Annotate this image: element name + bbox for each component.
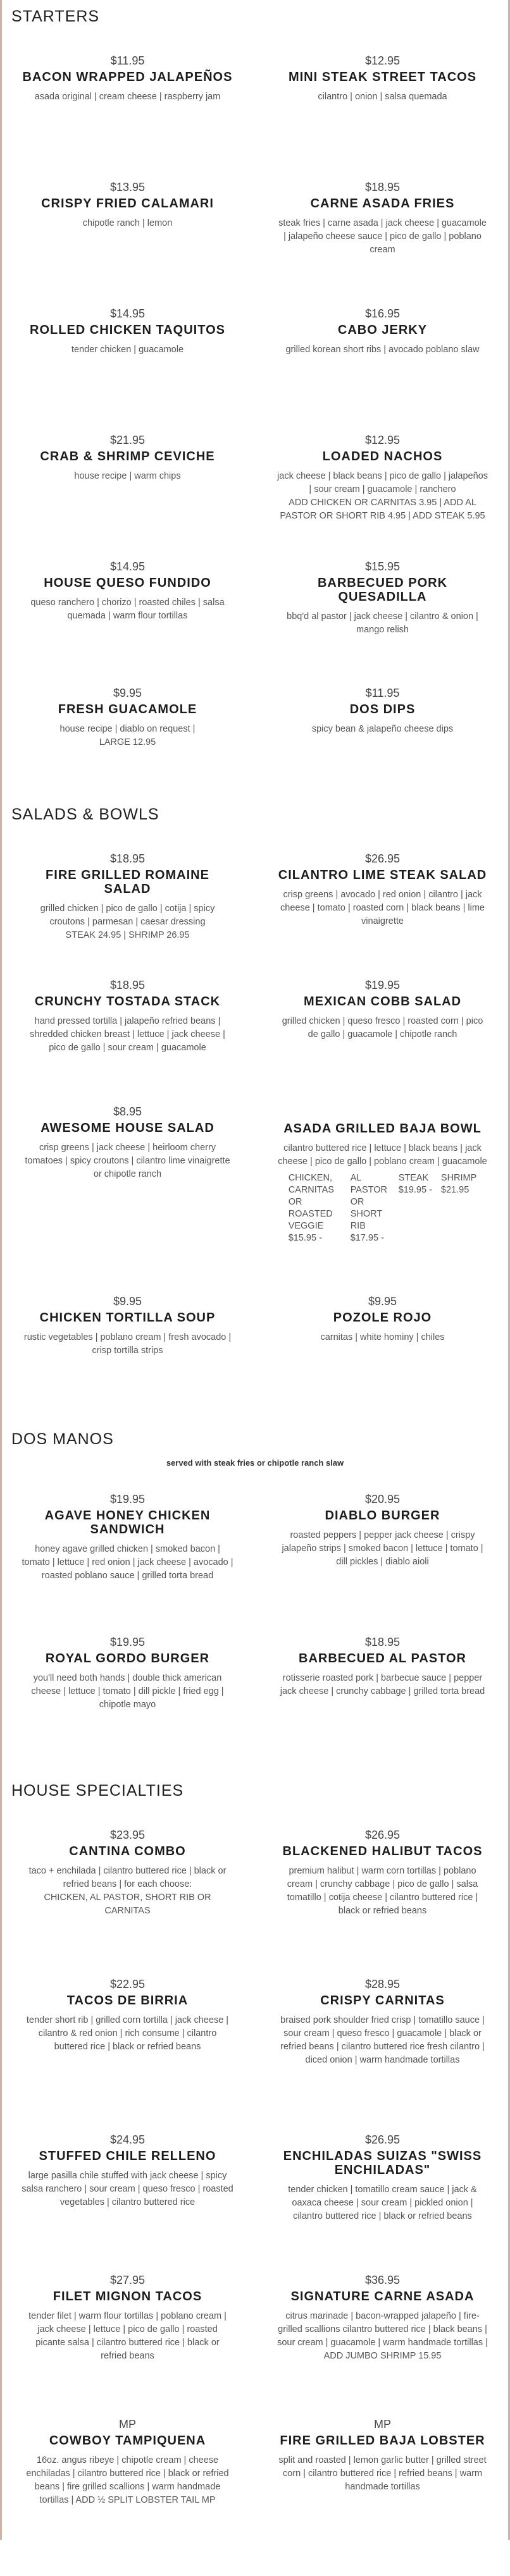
item-name: LOADED NACHOS xyxy=(322,450,443,463)
item-name: ROYAL GORDO BURGER xyxy=(45,1652,210,1665)
item-price: $11.95 xyxy=(110,54,145,67)
item-price: $12.95 xyxy=(364,434,401,446)
item-description: rustic vegetables | poblano cream | fresh avocado | crisp tortilla strips xyxy=(23,1332,232,1356)
item-price: $14.95 xyxy=(109,307,146,320)
bowl-option-label: CHICKEN, CARNITAS OR ROASTED VEGGIE xyxy=(288,1173,334,1231)
item-description: grilled korean short ribs | avocado poblano slaw xyxy=(285,345,480,355)
item-description: 16oz. angus ribeye | chipotle cream | cheese enchiladas | cilantro buttered rice | black or refried beans | fire grilled scallions | warm handmade tortillas | ADD ½ SPLIT LOBSTER TAIL MP xyxy=(26,2455,229,2505)
item-price: $28.95 xyxy=(364,1978,401,1990)
item-name: BLACKENED HALIBUT TACOS xyxy=(282,1844,483,1858)
item-name: CABO JERKY xyxy=(337,323,428,337)
bowl-option-label: AL PASTOR OR SHORT RIB xyxy=(350,1173,387,1231)
item-description: tender chicken | guacamole xyxy=(71,345,184,355)
menu-item xyxy=(0,181,255,307)
item-name: AGAVE HONEY CHICKEN SANDWICH xyxy=(44,1509,211,1536)
item-description: honey agave grilled chicken | smoked bacon | tomato | lettuce | red onion | jack cheese | avocado | roasted poblano sauce | grilled torta bread xyxy=(22,1544,233,1581)
item-name: DIABLO BURGER xyxy=(325,1509,440,1523)
item-price: $20.95 xyxy=(364,1493,401,1506)
menu-item xyxy=(255,2133,510,2274)
menu-item xyxy=(0,2274,255,2418)
item-price: $18.95 xyxy=(364,181,401,193)
item-addons: CHICKEN, AL PASTOR, SHORT RIB OR CARNITAS xyxy=(44,1892,211,1916)
bowl-option xyxy=(289,1172,342,1244)
item-name: CRAB & SHRIMP CEVICHE xyxy=(40,450,215,463)
menu-item xyxy=(255,434,510,560)
menu-item xyxy=(0,1978,255,2133)
menu-item xyxy=(0,307,255,434)
bowl-option-label: SHRIMP xyxy=(440,1173,477,1183)
item-price: $19.95 xyxy=(364,979,401,991)
menu-item xyxy=(255,1105,510,1295)
item-price: $26.95 xyxy=(364,1829,401,1841)
item-price: $8.95 xyxy=(113,1105,142,1118)
house-specialties-section xyxy=(0,1774,510,2540)
salads-grid xyxy=(0,852,510,1421)
bowl-option xyxy=(441,1172,476,1244)
item-name: CRISPY FRIED CALAMARI xyxy=(41,197,214,211)
item-price: $12.95 xyxy=(364,54,401,67)
item-name: CARNE ASADA FRIES xyxy=(310,197,455,211)
menu-item xyxy=(0,434,255,560)
item-price: $18.95 xyxy=(109,979,146,991)
item-addons: ADD CHICKEN OR CARNITAS 3.95 | ADD AL PASTOR OR SHORT RIB 4.95 | ADD STEAK 5.95 xyxy=(280,498,485,521)
item-name: CILANTRO LIME STEAK SALAD xyxy=(278,868,487,882)
bowl-option xyxy=(399,1172,432,1244)
item-description: house recipe | warm chips xyxy=(74,471,181,481)
item-description: bbq'd al pastor | jack cheese | cilantro & onion | mango relish xyxy=(287,611,478,635)
menu-item xyxy=(0,2418,255,2576)
menu-item xyxy=(255,2418,510,2576)
item-description: house recipe | diablo on request | xyxy=(59,724,196,734)
item-name: MEXICAN COBB SALAD xyxy=(303,995,462,1009)
item-name: STUFFED CHILE RELLENO xyxy=(39,2149,216,2163)
item-description: carnitas | white hominy | chiles xyxy=(320,1332,445,1342)
section-title-salads: SALADS & BOWLS xyxy=(11,806,159,823)
item-description: crisp greens | jack cheese | heirloom cherry tomatoes | spicy croutons | cilantro lime vinaigrette or chipotle ranch xyxy=(25,1143,230,1179)
item-name: ASADA GRILLED BAJA BOWL xyxy=(283,1122,482,1136)
item-name: FRESH GUACAMOLE xyxy=(58,702,197,716)
item-price: $18.95 xyxy=(109,852,146,865)
menu-item xyxy=(0,1636,255,1762)
item-price: $36.95 xyxy=(364,2274,401,2286)
item-description: cilantro buttered rice | lettuce | black beans | jack cheese | pico de gallo | poblano cream | guacamole xyxy=(278,1143,487,1167)
menu-item xyxy=(255,979,510,1105)
item-price: $13.95 xyxy=(109,181,146,193)
menu-item xyxy=(255,54,510,181)
item-addons: LARGE 12.95 xyxy=(99,737,156,747)
menu-item xyxy=(0,2133,255,2274)
starters-grid xyxy=(0,54,510,813)
item-description: tender chicken | tomatillo cream sauce | jack & oaxaca cheese | sour cream | pickled onion | cilantro buttered rice | black or refried beans xyxy=(288,2185,477,2221)
item-name: COWBOY TAMPIQUENA xyxy=(49,2434,206,2448)
section-subtitle: served with steak fries or chipotle ranch slaw xyxy=(166,1458,344,1468)
section-title-dos-manos: DOS MANOS xyxy=(11,1430,114,1448)
item-price: MP xyxy=(119,2418,136,2431)
item-description: grilled chicken | queso fresco | roasted corn | pico de gallo | guacamole | chipotle ranch xyxy=(282,1016,483,1040)
item-name: HOUSE QUESO FUNDIDO xyxy=(44,576,211,590)
bowl-option-price: $15.95 - xyxy=(288,1233,322,1243)
item-price: $15.95 xyxy=(364,560,401,573)
item-description: taco + enchilada | cilantro buttered rice | black or refried beans | for each choose: xyxy=(28,1866,227,1889)
item-name: ROLLED CHICKEN TAQUITOS xyxy=(30,323,225,337)
item-price: $26.95 xyxy=(364,2133,401,2146)
item-name: CRUNCHY TOSTADA STACK xyxy=(34,995,221,1009)
menu-item xyxy=(255,560,510,687)
bowl-option-label: STEAK xyxy=(398,1173,429,1183)
bowl-option-price: $17.95 - xyxy=(350,1233,384,1243)
item-description: jack cheese | black beans | pico de gallo | jalapeños | sour cream | guacamole | ranchero xyxy=(277,471,488,494)
dos-manos-grid xyxy=(0,1493,510,1762)
item-price: $27.95 xyxy=(109,2274,146,2286)
item-name: MINI STEAK STREET TACOS xyxy=(288,70,477,84)
section-title-house-specialties: HOUSE SPECIALTIES xyxy=(11,1782,184,1800)
menu-item xyxy=(255,1493,510,1636)
item-name: CHICKEN TORTILLA SOUP xyxy=(39,1311,216,1325)
menu-item xyxy=(255,1829,510,1978)
item-name: POZOLE ROJO xyxy=(333,1311,432,1325)
item-price: $16.95 xyxy=(364,307,401,320)
item-price: $19.95 xyxy=(109,1636,146,1648)
item-description: braised pork shoulder fried crisp | tomatillo sauce | sour cream | queso fresco | guacamole | black or refried beans | cilantro buttered rice fresh cilantro | diced onion | warm handmade tortillas xyxy=(280,2015,485,2065)
item-description: split and roasted | lemon garlic butter | grilled street corn | cilantro buttered rice | refried beans | warm handmade tortillas xyxy=(278,2455,487,2492)
item-name: BARBECUED PORK QUESADILLA xyxy=(317,576,448,604)
item-price: $9.95 xyxy=(368,1295,397,1308)
menu-item xyxy=(0,979,255,1105)
item-description: you'll need both hands | double thick american cheese | lettuce | tomato | dill pickle | fried egg | chipotle mayo xyxy=(31,1673,224,1710)
item-description: premium halibut | warm corn tortillas | poblano cream | crunchy cabbage | pico de gallo | salsa tomatillo | cotija cheese | cilantro buttered rice | black or refried beans xyxy=(287,1866,478,1916)
item-description: tender filet | warm flour tortillas | poblano cream | jack cheese | lettuce | pico de gallo | roasted picante salsa | cilantro buttered rice | black or refried beans xyxy=(28,2311,227,2361)
item-price: $19.95 xyxy=(109,1493,146,1506)
item-price: $22.95 xyxy=(109,1978,146,1990)
item-description: tender short rib | grilled corn tortilla | jack cheese | cilantro & red onion | rich consume | cilantro buttered rice | black or refried beans xyxy=(26,2015,229,2052)
menu-item xyxy=(0,1493,255,1636)
item-name: FIRE GRILLED ROMAINE SALAD xyxy=(46,868,209,896)
salads-section xyxy=(0,798,510,1423)
menu-item xyxy=(0,1295,255,1421)
menu-item xyxy=(255,687,510,813)
item-price: $23.95 xyxy=(109,1829,146,1841)
menu-item xyxy=(0,852,255,979)
menu-item xyxy=(255,181,510,307)
item-name: DOS DIPS xyxy=(349,702,416,716)
item-description: steak fries | carne asada | jack cheese | guacamole | jalapeño cheese sauce | pico de gallo | poblano cream xyxy=(278,218,487,255)
item-name: AWESOME HOUSE SALAD xyxy=(40,1121,215,1135)
menu-item xyxy=(0,1105,255,1295)
item-description: spicy bean & jalapeño cheese dips xyxy=(311,724,454,734)
item-price: $26.95 xyxy=(364,852,401,865)
item-description: grilled chicken | pico de gallo | cotija | spicy croutons | parmesan | caesar dressing xyxy=(40,904,215,927)
menu-item xyxy=(0,54,255,181)
dos-manos-section xyxy=(0,1423,510,1774)
menu-item xyxy=(255,307,510,434)
item-description: large pasilla chile stuffed with jack cheese | spicy salsa ranchero | sour cream | queso fresco | roasted vegetables | cilantro buttered rice xyxy=(22,2171,233,2207)
item-price: $9.95 xyxy=(113,687,142,699)
bowl-option xyxy=(351,1172,390,1244)
item-description: chipotle ranch | lemon xyxy=(82,218,173,228)
item-price: $14.95 xyxy=(109,560,146,573)
item-price: $21.95 xyxy=(109,434,146,446)
menu-item xyxy=(0,1829,255,1978)
item-price: MP xyxy=(374,2418,391,2431)
item-addons: STEAK 24.95 | SHRIMP 26.95 xyxy=(65,930,190,940)
item-price: $9.95 xyxy=(113,1295,142,1308)
item-name: BARBECUED AL PASTOR xyxy=(299,1652,466,1665)
item-description: asada original | cream cheese | raspberry jam xyxy=(34,92,221,102)
item-price: $11.95 xyxy=(365,687,400,699)
menu-item xyxy=(255,2274,510,2418)
item-description: cilantro | onion | salsa quemada xyxy=(318,92,447,102)
item-name: TACOS DE BIRRIA xyxy=(66,1994,189,2008)
bowl-price-table xyxy=(277,1172,488,1244)
item-name: CANTINA COMBO xyxy=(69,1844,186,1858)
menu-item xyxy=(0,687,255,813)
menu-item xyxy=(255,1978,510,2133)
section-title-starters: STARTERS xyxy=(11,8,100,25)
item-description: queso ranchero | chorizo | roasted chiles | salsa quemada | warm flour tortillas xyxy=(30,598,225,621)
house-grid xyxy=(0,1829,510,2576)
menu-item xyxy=(255,1636,510,1762)
item-description: crisp greens | avocado | red onion | cilantro | jack cheese | tomato | roasted corn | black beans | lime vinaigrette xyxy=(280,890,485,926)
item-name: ENCHILADAS SUIZAS "SWISS ENCHILADAS" xyxy=(283,2149,482,2177)
item-name: FILET MIGNON TACOS xyxy=(53,2290,202,2303)
item-price: $24.95 xyxy=(109,2133,146,2146)
item-name: SIGNATURE CARNE ASADA xyxy=(290,2290,475,2303)
item-description: citrus marinade | bacon-wrapped jalapeño | fire-grilled scallions cilantro buttered rice | black beans | sour cream | guacamole | warm handmade tortillas | ADD JUMBO SHRIMP 15.95 xyxy=(277,2311,488,2361)
item-name: CRISPY CARNITAS xyxy=(320,1994,445,2008)
starters-section xyxy=(0,0,510,798)
item-name: FIRE GRILLED BAJA LOBSTER xyxy=(280,2434,485,2448)
item-description: roasted peppers | pepper jack cheese | crispy jalapeño strips | smoked bacon | lettuce | tomato | dill pickles | diablo aioli xyxy=(282,1530,483,1567)
bowl-option-price: $19.95 - xyxy=(398,1185,432,1195)
bowl-option-price: $21.95 xyxy=(440,1185,470,1195)
item-price: $18.95 xyxy=(364,1636,401,1648)
item-name: BACON WRAPPED JALAPEÑOS xyxy=(22,70,233,84)
menu-item xyxy=(255,852,510,979)
item-description: hand pressed tortilla | jalapeño refried beans | shredded chicken breast | lettuce | jack cheese | pico de gallo | sour cream | guacamole xyxy=(30,1016,225,1053)
menu-item xyxy=(0,560,255,687)
menu-item xyxy=(255,1295,510,1421)
item-description: rotisserie roasted pork | barbecue sauce | pepper jack cheese | crunchy cabbage | grilled torta bread xyxy=(280,1673,485,1696)
